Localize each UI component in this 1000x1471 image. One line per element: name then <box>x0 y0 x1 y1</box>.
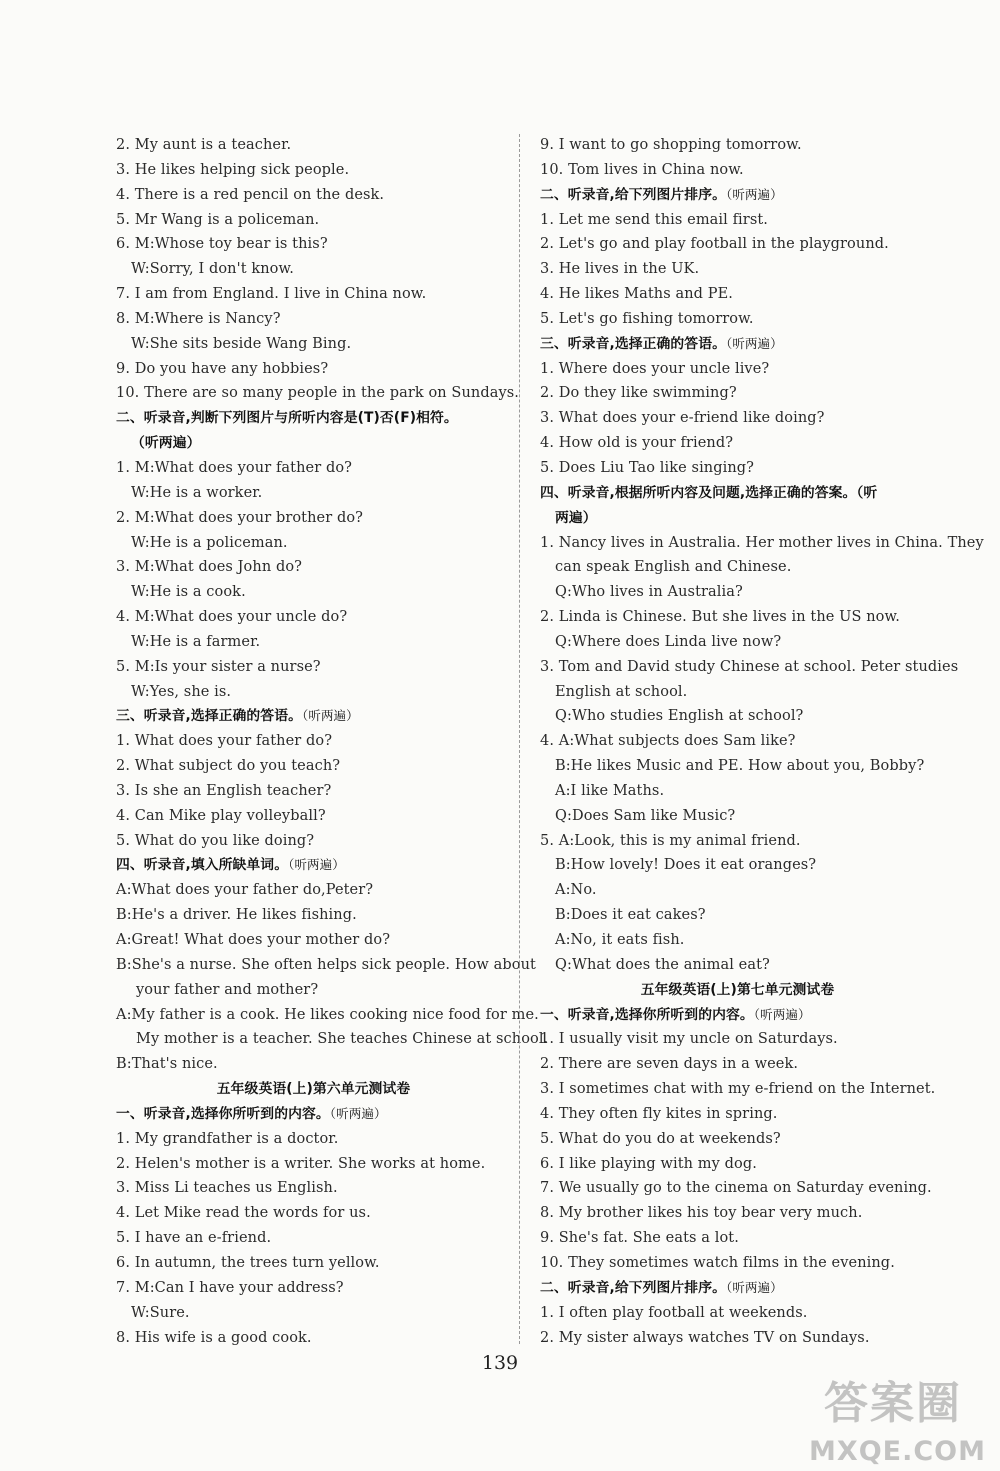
line-text: 4. They often fly kites in spring. <box>540 1105 778 1122</box>
line-text: W:He is a policeman. <box>131 534 288 551</box>
line-text: B:How lovely! Does it eat oranges? <box>555 857 817 874</box>
line-text: 3. I sometimes chat with my e-friend on the Internet. <box>540 1081 936 1098</box>
line-text: 7. M:Can I have your address? <box>116 1279 344 1296</box>
line-text: B:He's a driver. He likes fishing. <box>116 907 357 924</box>
line-text: can speak English and Chinese. <box>555 559 792 576</box>
line-text: 二、听录音,给下列图片排序。 <box>540 186 726 203</box>
line-text: W:Yes, she is. <box>131 683 232 700</box>
section-heading <box>116 853 511 878</box>
dialogue-line <box>116 257 511 282</box>
line-text: B:Does it eat cakes? <box>555 907 706 924</box>
line-text: 2. Linda is Chinese. But she lives in the US now. <box>540 609 900 626</box>
line-text: 1. Where does your uncle live? <box>540 360 770 377</box>
line-text: 9. Do you have any hobbies? <box>116 360 329 377</box>
line-text: Q:Does Sam like Music? <box>555 807 736 824</box>
line-text: 1. I often play football at weekends. <box>540 1304 808 1321</box>
line-text: 两遍） <box>555 509 597 526</box>
line-text: 2. My aunt is a teacher. <box>116 137 292 153</box>
section-heading <box>540 332 935 357</box>
line-text: 7. We usually go to the cinema on Saturday evening. <box>540 1180 932 1197</box>
line-text: 4. He likes Maths and PE. <box>540 286 734 303</box>
section-heading <box>540 183 935 208</box>
text-line <box>116 1201 511 1226</box>
line-text: Q:Who lives in Australia? <box>555 584 743 601</box>
watermark-logo <box>776 1367 986 1467</box>
text-line <box>540 1127 935 1152</box>
text-line <box>116 729 511 754</box>
text-line <box>540 1152 935 1177</box>
text-line <box>540 1251 935 1276</box>
text-line <box>540 307 935 332</box>
listen-twice-note: （听两遍） <box>726 186 783 202</box>
line-text: 5. A:Look, this is my animal friend. <box>540 832 801 849</box>
line-text: 9. I want to go shopping tomorrow. <box>540 137 802 153</box>
column-divider <box>519 134 520 1344</box>
text-line <box>540 829 935 854</box>
listen-twice-note: （听两遍） <box>329 1105 387 1121</box>
line-text: 8. My brother likes his toy bear very much. <box>540 1205 863 1222</box>
text-line <box>116 208 511 233</box>
text-line <box>116 232 511 257</box>
text-line <box>116 829 511 854</box>
text-line <box>540 531 984 556</box>
text-line <box>116 953 536 978</box>
dialogue-line <box>540 704 935 729</box>
dialogue-line <box>116 680 511 705</box>
line-text: 二、听录音,判断下列图片与所听内容是(T)否(F)相符。 <box>116 410 458 427</box>
text-line <box>116 1226 511 1251</box>
line-text: B:He likes Music and PE. How about you, Bobby? <box>555 758 925 775</box>
line-text: 2. Do they like swimming? <box>540 385 737 402</box>
line-text: 4. How old is your friend? <box>540 435 734 452</box>
line-text: 5. What do you like doing? <box>116 832 315 849</box>
line-text: 5. What do you do at weekends? <box>540 1130 781 1147</box>
line-text: W:She sits beside Wang Bing. <box>131 335 352 352</box>
line-text: 五年级英语(上)第六单元测试卷 <box>216 1081 411 1098</box>
text-line <box>540 1052 935 1077</box>
line-text: W:Sure. <box>131 1304 190 1321</box>
text-line <box>540 357 935 382</box>
dialogue-line <box>540 555 935 580</box>
line-text: 3. M:What does John do? <box>116 559 303 576</box>
line-text: 1. My grandfather is a doctor. <box>116 1130 339 1147</box>
text-line <box>540 406 935 431</box>
line-text: 4. There is a red pencil on the desk. <box>116 186 385 203</box>
line-text: 6. In autumn, the trees turn yellow. <box>116 1254 380 1271</box>
text-line <box>116 456 511 481</box>
text-line <box>116 158 511 183</box>
text-line <box>116 357 511 382</box>
line-text: 6. M:Whose toy bear is this? <box>116 236 328 253</box>
line-text: 1. Let me send this email first. <box>540 211 769 228</box>
line-text: 3. He lives in the UK. <box>540 261 700 278</box>
text-line <box>540 729 935 754</box>
text-line <box>116 282 511 307</box>
listen-twice-note: （听两遍） <box>288 857 345 873</box>
line-text: 5. I have an e-friend. <box>116 1230 272 1247</box>
section-heading <box>116 406 511 431</box>
text-line <box>540 456 935 481</box>
listen-twice-note: （听两遍） <box>726 1279 783 1295</box>
text-line <box>116 1052 511 1077</box>
line-text: 5. M:Is your sister a nurse? <box>116 658 321 675</box>
text-line <box>116 1127 511 1152</box>
line-text: Q:Who studies English at school? <box>555 708 804 725</box>
text-line <box>540 158 935 183</box>
dialogue-line <box>540 779 935 804</box>
line-text: A:Great! What does your mother do? <box>116 932 391 948</box>
line-text: W:He is a cook. <box>131 584 246 601</box>
text-line <box>116 1003 539 1028</box>
dialogue-line <box>540 928 935 953</box>
dialogue-line <box>116 580 511 605</box>
line-text: A:What does your father do,Peter? <box>116 882 374 899</box>
dialogue-line <box>540 953 935 978</box>
line-text: 5. Let's go fishing tomorrow. <box>540 310 754 327</box>
dialogue-line <box>540 580 935 605</box>
text-line <box>116 655 511 680</box>
line-text: 10. They sometimes watch films in the evening. <box>540 1254 895 1271</box>
line-text: 1. M:What does your father do? <box>116 459 353 476</box>
unit-title <box>540 978 935 1003</box>
section-heading <box>540 1003 935 1028</box>
line-text: 2. Let's go and play football in the playground. <box>540 236 889 253</box>
text-line <box>116 506 511 531</box>
line-text: 4. Let Mike read the words for us. <box>116 1205 371 1222</box>
line-text: 四、听录音,根据所听内容及问题,选择正确的答案。（听 <box>540 484 878 501</box>
text-line <box>540 1102 935 1127</box>
text-line <box>540 1027 935 1052</box>
dialogue-line <box>540 804 935 829</box>
left-column <box>116 133 549 1350</box>
listen-twice-note: （听两遍） <box>302 708 359 724</box>
line-text: B:That's nice. <box>116 1056 218 1073</box>
line-text: W:Sorry, I don't know. <box>131 261 295 278</box>
text-line <box>540 431 935 456</box>
text-line <box>116 307 511 332</box>
line-text: 3. Tom and David study Chinese at school. Peter studies <box>540 658 959 675</box>
dialogue-line <box>540 630 935 655</box>
line-text: 3. Is she an English teacher? <box>116 782 332 799</box>
line-text: 三、听录音,选择正确的答语。 <box>116 708 302 725</box>
text-line <box>116 903 511 928</box>
line-text: 二、听录音,给下列图片排序。 <box>540 1279 726 1296</box>
text-line <box>116 183 511 208</box>
line-text: 2. Helen's mother is a writer. She works at home. <box>116 1155 486 1172</box>
continuation-line <box>116 978 511 1003</box>
line-text: 1. I usually visit my uncle on Saturdays. <box>540 1031 838 1048</box>
line-text: 8. M:Where is Nancy? <box>116 310 281 327</box>
line-text: 3. He likes helping sick people. <box>116 161 350 178</box>
section-heading <box>116 704 511 729</box>
text-line <box>116 754 511 779</box>
dialogue-line <box>116 531 511 556</box>
line-text: My mother is a teacher. She teaches Chinese at school. <box>136 1031 549 1048</box>
section-heading <box>540 481 935 506</box>
listen-twice-note: （听两遍） <box>753 1006 811 1022</box>
dialogue-line <box>116 332 511 357</box>
line-text: 3. Miss Li teaches us English. <box>116 1180 338 1197</box>
text-line <box>540 133 935 158</box>
line-text: 一、听录音,选择你所听到的内容。 <box>116 1105 330 1122</box>
line-text: 2. My sister always watches TV on Sundays. <box>540 1329 870 1346</box>
line-text: A:No. <box>555 882 597 899</box>
section-heading <box>116 1102 511 1127</box>
unit-title <box>116 1077 511 1102</box>
line-text: 3. What does your e-friend like doing? <box>540 410 825 427</box>
text-line <box>540 605 935 630</box>
text-line <box>116 878 511 903</box>
line-text: your father and mother? <box>136 981 319 998</box>
section-heading <box>540 1276 935 1301</box>
text-line <box>116 1176 511 1201</box>
line-text: 4. Can Mike play volleyball? <box>116 807 326 824</box>
text-line <box>540 1226 935 1251</box>
line-text: 5. Mr Wang is a policeman. <box>116 211 320 228</box>
text-line <box>116 1326 511 1351</box>
line-text: W:He is a farmer. <box>131 633 261 650</box>
dialogue-line <box>540 680 935 705</box>
line-text: 2. There are seven days in a week. <box>540 1056 799 1073</box>
text-line <box>540 282 935 307</box>
line-text: A:My father is a cook. He likes cooking nice food for me. <box>116 1006 539 1023</box>
line-text: Q:What does the animal eat? <box>555 956 770 973</box>
text-line <box>116 804 511 829</box>
line-text: 三、听录音,选择正确的答语。 <box>540 335 726 352</box>
line-text: （听两遍） <box>131 435 201 452</box>
text-line <box>116 1251 511 1276</box>
dialogue-line <box>540 903 935 928</box>
text-line <box>116 1276 511 1301</box>
line-text: 10. There are so many people in the park on Sundays. <box>116 385 520 402</box>
section-heading-note <box>116 431 511 456</box>
line-text: 一、听录音,选择你所听到的内容。 <box>540 1006 754 1023</box>
line-text: 6. I like playing with my dog. <box>540 1155 757 1172</box>
line-text: 4. A:What subjects does Sam like? <box>540 733 796 750</box>
watermark-url: MXQE.COM <box>809 1436 986 1467</box>
continuation-line <box>116 1027 549 1052</box>
text-line <box>540 257 935 282</box>
line-text: 2. What subject do you teach? <box>116 758 341 775</box>
page-number: 139 <box>481 1352 519 1374</box>
line-text: W:He is a worker. <box>131 484 263 501</box>
right-column <box>540 133 984 1350</box>
dialogue-line <box>116 1301 511 1326</box>
text-line <box>540 381 935 406</box>
line-text: 5. Does Liu Tao like singing? <box>540 459 755 476</box>
text-line <box>116 1152 511 1177</box>
line-text: A:I like Maths. <box>555 782 665 799</box>
text-line <box>540 1326 935 1351</box>
text-line <box>540 232 935 257</box>
dialogue-line <box>116 481 511 506</box>
text-line <box>540 1301 935 1326</box>
text-line <box>540 208 935 233</box>
text-line <box>540 1176 935 1201</box>
line-text: A:No, it eats fish. <box>555 932 685 948</box>
line-text: 4. M:What does your uncle do? <box>116 609 348 626</box>
text-line <box>116 928 511 953</box>
dialogue-line <box>540 853 935 878</box>
text-line <box>116 555 511 580</box>
line-text: 9. She's fat. She eats a lot. <box>540 1230 739 1247</box>
line-text: 7. I am from England. I live in China now. <box>116 286 427 303</box>
text-line <box>116 381 520 406</box>
dialogue-line <box>116 630 511 655</box>
line-text: B:She's a nurse. She often helps sick people. How about <box>116 956 536 973</box>
dialogue-line <box>540 878 935 903</box>
dialogue-line <box>540 754 935 779</box>
listen-twice-note: （听两遍） <box>726 335 783 351</box>
line-text: 1. What does your father do? <box>116 733 333 750</box>
line-text: 8. His wife is a good cook. <box>116 1329 312 1346</box>
line-text: 1. Nancy lives in Australia. Her mother lives in China. They <box>540 534 984 551</box>
text-line <box>116 779 511 804</box>
section-heading-note <box>540 506 935 531</box>
line-text: 四、听录音,填入所缺单词。 <box>116 857 289 874</box>
text-line <box>116 133 511 158</box>
line-text: 2. M:What does your brother do? <box>116 509 364 526</box>
watermark-title: 答案圈 <box>824 1378 962 1429</box>
text-line <box>540 1077 935 1102</box>
text-line <box>116 605 511 630</box>
line-text: 五年级英语(上)第七单元测试卷 <box>640 981 835 998</box>
line-text: Q:Where does Linda live now? <box>555 633 782 650</box>
text-line <box>540 1201 935 1226</box>
line-text: English at school. <box>555 683 688 700</box>
line-text: 10. Tom lives in China now. <box>540 161 744 178</box>
text-line <box>540 655 959 680</box>
